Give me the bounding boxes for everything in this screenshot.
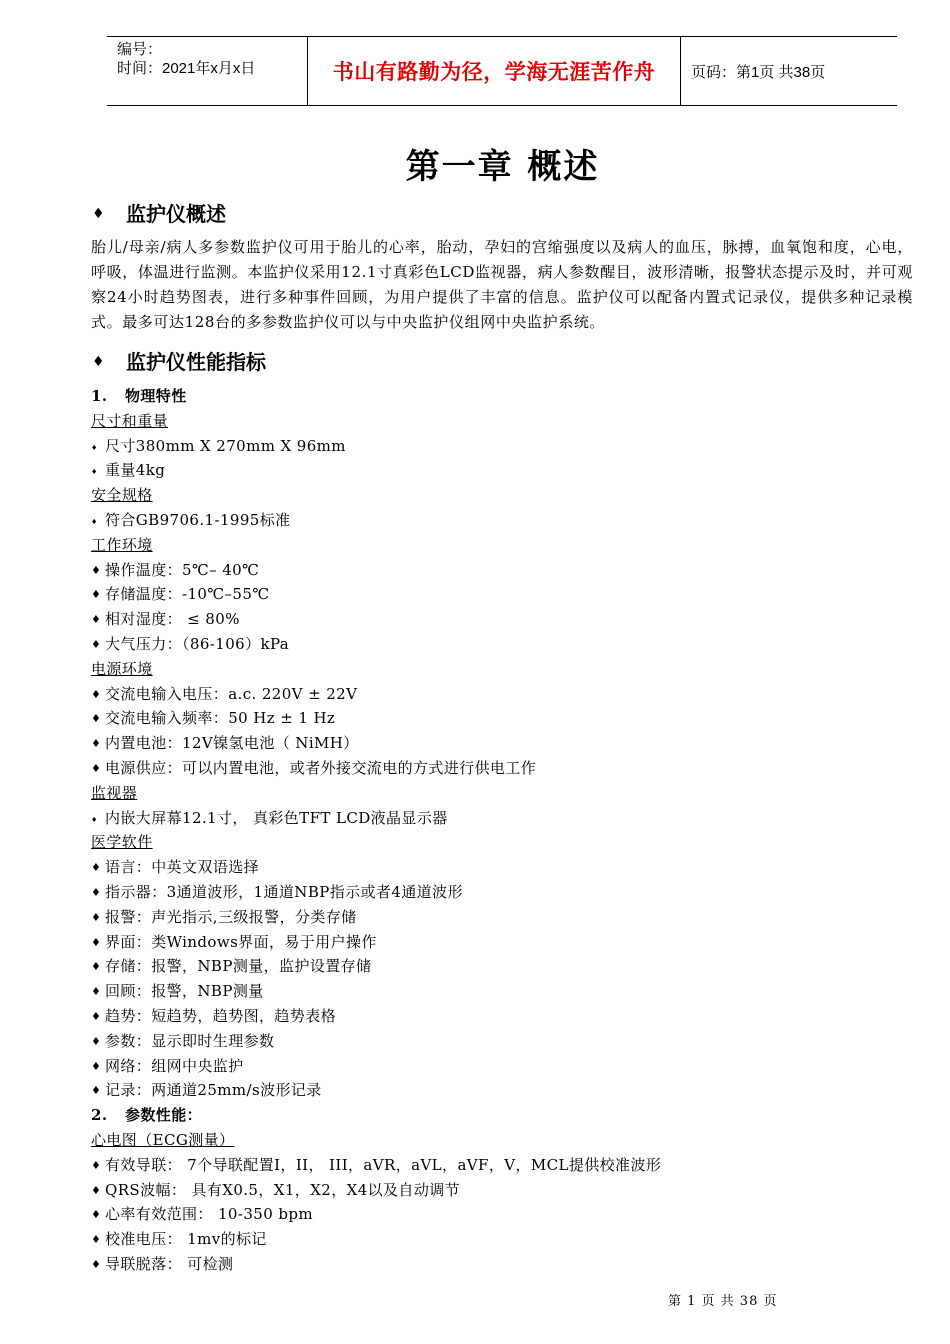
list-item	[91, 558, 911, 583]
diamond-bullet-icon: ♦	[91, 563, 102, 577]
list-item-text: 电源供应：可以内置电池，或者外接交流电的方式进行供电工作	[105, 758, 537, 777]
diamond-bullet-icon: ♦	[91, 935, 102, 949]
overview-paragraph: 胎儿/母亲/病人多参数监护仪可用于胎儿的心率，胎动，孕妇的宫缩强度以及病人的血压，脉搏，血氧饱和度，心电，呼吸，体温进行监测。本监护仪采用12.1寸真彩色LCD监视器，病人参数醒目，波形清晰，报警状态提示及时，并可观察24小时趋势图表，进行多种事件回顾，为用户提供了丰富的信息。监护仪可以配备内置式记录仪，提供多种记录模式。最多可达128台的多参数监护仪可以与中央监护仪组网中央监护系统。	[91, 238, 913, 331]
list-item	[91, 632, 911, 657]
diamond-bullet-icon: ♦	[91, 910, 102, 924]
list-item	[91, 706, 911, 731]
list-item	[91, 508, 911, 533]
diamond-bullet-icon: ♦	[91, 960, 102, 974]
list-item	[91, 979, 911, 1004]
list-item	[91, 1004, 911, 1029]
diamond-bullet-icon: ♦	[91, 613, 102, 627]
subheading	[91, 409, 911, 434]
list-item	[91, 1078, 911, 1103]
list-item	[91, 930, 911, 955]
list-item-text: 有效导联： 7个导联配置I，II， III，aVR，aVL，aVF，V，MCL提供校准波形	[105, 1155, 662, 1174]
diamond-bullet-icon: ♦	[91, 1158, 102, 1172]
subheading	[91, 483, 911, 508]
diamond-bullet-icon: ♦	[91, 985, 102, 999]
list-item	[91, 806, 911, 831]
list-item	[91, 458, 911, 483]
header-meta-cell	[107, 37, 308, 105]
subheading-text: 电源环境	[91, 659, 153, 678]
section-heading-specs	[92, 346, 266, 375]
subheading	[91, 533, 911, 558]
list-item-text: 内嵌大屏幕12.1寸， 真彩色TFT LCD液晶显示器	[105, 808, 448, 827]
list-item-text: 交流电输入电压：a.c. 220V ± 22V	[105, 684, 358, 703]
list-item	[91, 582, 911, 607]
list-item-text: 存储温度：-10℃–55℃	[105, 585, 270, 604]
list-item-text: 指示器：3通道波形，1通道NBP指示或者4通道波形	[105, 882, 463, 901]
diamond-bullet-icon: ♦	[91, 1034, 102, 1048]
list-item-text: 趋势：短趋势，趋势图，趋势表格	[105, 1006, 337, 1025]
subheading-text: 工作环境	[91, 535, 153, 554]
motto-cell	[308, 37, 681, 105]
list-item-text: 符合GB9706.1-1995标准	[105, 510, 291, 529]
section-title: 监护仪性能指标	[126, 350, 266, 374]
subheading	[91, 830, 911, 855]
diamond-bullet-icon: ♦	[91, 1233, 102, 1247]
list-item-text: 语言：中英文双语选择	[105, 858, 260, 877]
numbered-heading	[91, 384, 911, 409]
section-title: 监护仪概述	[126, 202, 226, 226]
list-item-text: 校准电压： 1mv的标记	[105, 1230, 267, 1249]
spec-list	[91, 384, 911, 1277]
list-item-text: 导联脱落： 可检测	[105, 1254, 234, 1273]
diamond-bullet-icon: ♦	[91, 761, 102, 775]
list-item	[91, 855, 911, 880]
subheading	[91, 781, 911, 806]
diamond-bullet-icon: ♦	[91, 1084, 102, 1098]
list-item-text: 界面：类Windows界面，易于用户操作	[105, 932, 377, 951]
list-item	[91, 1202, 911, 1227]
diamond-bullet-icon: ♦	[91, 588, 102, 602]
list-item	[91, 756, 911, 781]
diamond-bullet-icon: ♦	[91, 687, 102, 701]
list-item-text: 心率有效范围： 10-350 bpm	[105, 1205, 313, 1224]
list-item-text: 记录：两通道25mm/s波形记录	[105, 1081, 322, 1100]
subheading	[91, 1128, 911, 1153]
motto-text: 书山有路勤为径，学海无涯苦作舟	[332, 59, 656, 84]
list-item	[91, 682, 911, 707]
diamond-bullet-icon: ♦	[91, 712, 102, 726]
list-item	[91, 1252, 911, 1277]
list-item	[91, 434, 911, 459]
diamond-bullet-icon: ♦	[91, 1208, 102, 1222]
diamond-bullet-icon: ♦	[91, 1257, 102, 1271]
subheading-text: 尺寸和重量	[91, 411, 169, 430]
diamond-bullet-icon: ♦	[92, 354, 105, 370]
subheading	[91, 657, 911, 682]
diamond-bullet-icon: ♦	[91, 1059, 102, 1073]
page-info-cell	[681, 37, 897, 105]
diamond-bullet-icon: ♦	[92, 206, 105, 222]
page-footer: 第 1 页 共 38 页	[668, 1294, 778, 1309]
list-item-text: 网络：组网中央监护	[105, 1056, 244, 1075]
diamond-bullet-icon: ♦	[91, 1183, 102, 1197]
page-info-text: 页码：第1页 共38页	[691, 63, 826, 81]
serial-number-label: 编号：	[117, 41, 163, 58]
diamond-bullet-icon: ♦	[91, 815, 98, 824]
list-item-text: 重量4kg	[105, 461, 166, 480]
diamond-bullet-icon: ♦	[91, 861, 102, 875]
list-item-text: 存储：报警，NBP测量，监护设置存储	[105, 957, 372, 976]
list-item	[91, 1054, 911, 1079]
list-item-text: 回顾：报警，NBP测量	[105, 982, 264, 1001]
list-item	[91, 1227, 911, 1252]
list-item-text: 报警：声光指示,三级报警，分类存储	[105, 907, 357, 926]
list-item-text: QRS波幅： 具有X0.5，X1，X2，X4以及自动调节	[105, 1180, 461, 1199]
list-item-text: 操作温度：5℃– 40℃	[105, 560, 260, 579]
diamond-bullet-icon: ♦	[91, 885, 102, 899]
subheading-text: 安全规格	[91, 486, 153, 505]
diamond-bullet-icon: ♦	[91, 443, 98, 452]
heading-text: 参数性能：	[125, 1106, 203, 1125]
list-item	[91, 905, 911, 930]
list-item-text: 内置电池：12V镍氢电池（ NiMH）	[105, 734, 359, 753]
list-item-text: 相对湿度： ≤ 80%	[105, 610, 240, 629]
diamond-bullet-icon: ♦	[91, 637, 102, 651]
list-item-text: 大气压力：（86-106）kPa	[105, 634, 290, 653]
numbered-heading	[91, 1103, 911, 1128]
subheading-text: 医学软件	[91, 833, 153, 852]
list-item-text: 交流电输入频率：50 Hz ± 1 Hz	[105, 709, 336, 728]
list-item-text: 尺寸380mm X 270mm X 96mm	[105, 436, 346, 455]
diamond-bullet-icon: ♦	[91, 468, 98, 477]
section-heading-overview	[92, 198, 226, 227]
time-label: 时间：2021年x月x日	[117, 60, 256, 77]
subheading-text: 心电图（ECG测量）	[91, 1130, 235, 1149]
list-item	[91, 1178, 911, 1203]
header-table	[107, 36, 897, 106]
list-item	[91, 880, 911, 905]
list-item	[91, 731, 911, 756]
diamond-bullet-icon: ♦	[91, 737, 102, 751]
diamond-bullet-icon: ♦	[91, 1009, 102, 1023]
diamond-bullet-icon: ♦	[91, 517, 98, 526]
list-item	[91, 1029, 911, 1054]
heading-number: 1.	[91, 387, 108, 405]
heading-number: 2.	[91, 1106, 108, 1125]
heading-text: 物理特性	[125, 387, 187, 405]
list-item-text: 参数：显示即时生理参数	[105, 1031, 275, 1050]
list-item	[91, 1153, 911, 1178]
subheading-text: 监视器	[91, 783, 138, 802]
list-item	[91, 607, 911, 632]
list-item	[91, 954, 911, 979]
chapter-title: 第一章 概述	[405, 147, 600, 187]
